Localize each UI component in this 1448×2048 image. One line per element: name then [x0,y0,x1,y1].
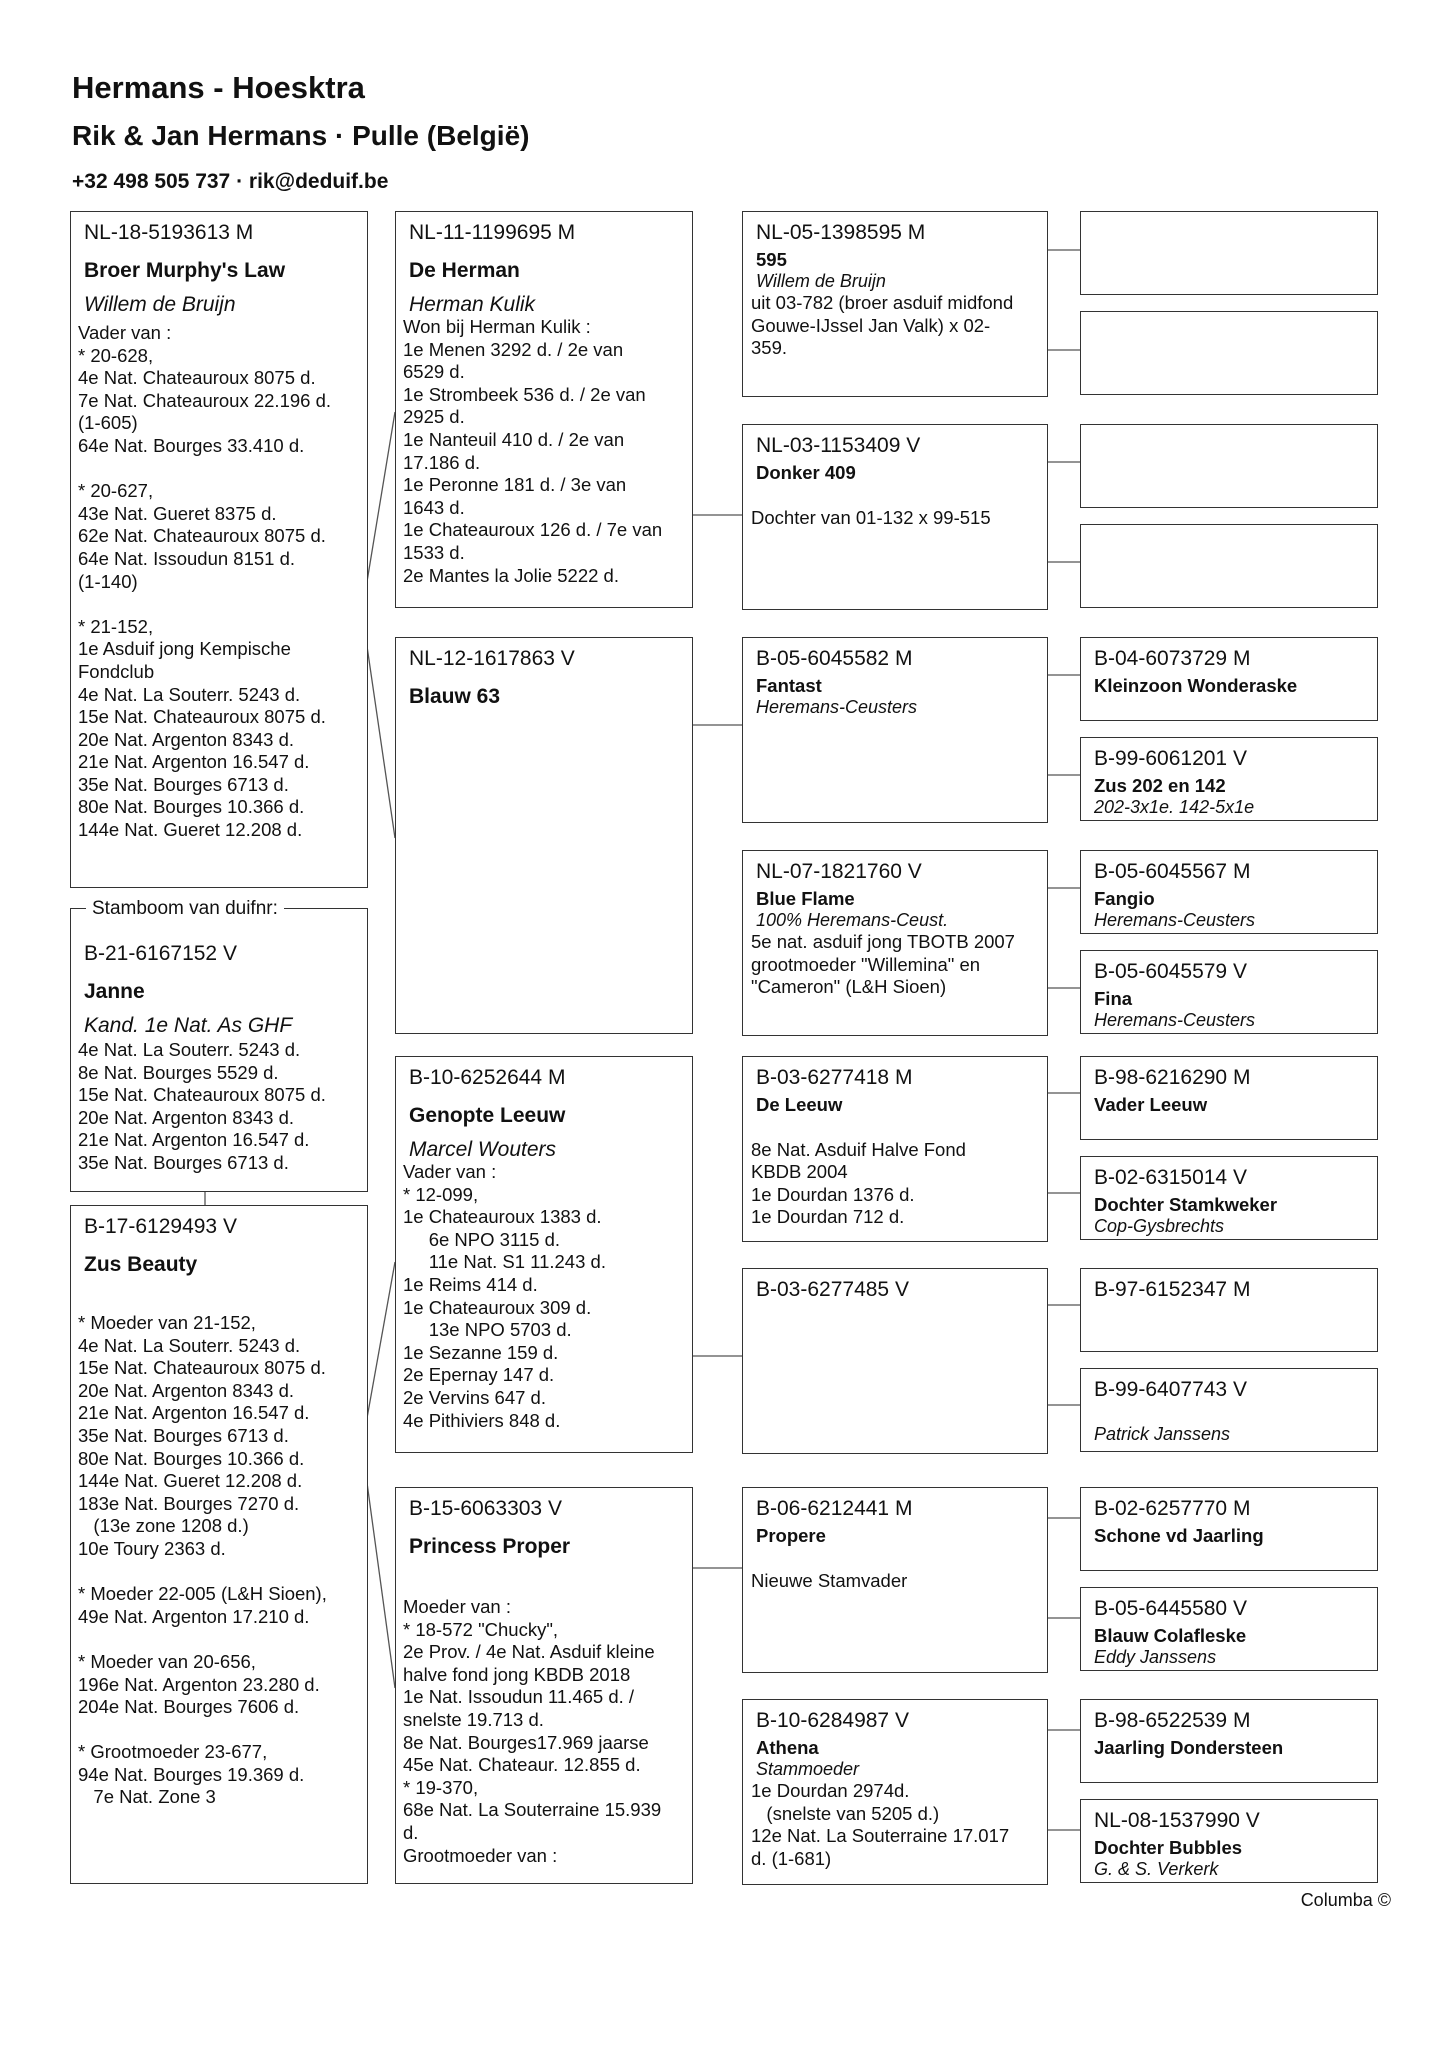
ring-number: B-05-6045567 M [1094,860,1251,883]
grandparent-box-3[interactable] [742,637,1048,823]
ring-number: NL-18-5193613 M [84,221,254,244]
grandparent-box-4[interactable] [742,850,1048,1036]
page-title: Hermans - Hoesktra [72,70,365,105]
great-grandparent-box-1[interactable] [1080,211,1378,295]
ring-number: B-06-6212441 M [756,1497,913,1520]
pigeon-name: Blauw 63 [409,685,501,708]
performance-text: Vader van : * 20-628, 4e Nat. Chateauroux 8075 d. 7e Nat. Chateauroux 22.196 d. (1-605) 64e Nat. Bourges 33.410 d. * 20-627, 43e Nat. Gueret 8375 d. 62e Nat. Chateauroux 8075 d. 64e Nat. Issoudun 8151 d. (1-140) * 21-152, 1e Asduif jong Kempische Fondclub 4e Nat. La Souterr. 5243 d. 15e Nat. Chateauroux 8075 d. 20e Nat. Argenton 8343 d. 21e Nat. Argenton 16.547 d. 35e Nat. Bourges 6713 d. 80e Nat. Bourges 10.366 d. 144e Nat. Gueret 12.208 d. [78,322,332,841]
ring-number: B-03-6277485 V [756,1278,909,1301]
breeder-name: Eddy Janssens [1094,1647,1217,1667]
great-grandparent-box-7[interactable] [1080,850,1378,934]
grandparent-box-5[interactable] [742,1056,1048,1242]
grandparent-box-8[interactable] [742,1699,1048,1885]
breeder-name: Patrick Janssens [1094,1424,1231,1444]
pigeon-name: Jaarling Dondersteen [1094,1737,1284,1758]
ring-number: B-15-6063303 V [409,1497,562,1520]
pigeon-name: Blue Flame [756,888,855,909]
pigeon-name: Blauw Colafleske [1094,1625,1247,1646]
stamboom-pigeon-box[interactable] [70,908,368,1192]
great-grandparent-box-2[interactable] [1080,311,1378,395]
pigeon-name: Vader Leeuw [1094,1094,1208,1115]
pigeon-name: Fantast [756,675,822,696]
great-grandparent-box-4[interactable] [1080,524,1378,608]
pigeon-subtitle: Kand. 1e Nat. As GHF [84,1014,293,1037]
breeder-name: G. & S. Verkerk [1094,1859,1219,1879]
pigeon-name: 595 [756,249,787,270]
pigeon-name: Kleinzoon Wonderaske [1094,675,1298,696]
great-grandparent-box-8[interactable] [1080,950,1378,1034]
ring-number: B-97-6152347 M [1094,1278,1251,1301]
pigeon-name: Schone vd Jaarling [1094,1525,1264,1546]
performance-text: 5e nat. asduif jong TBOTB 2007 grootmoeder "Willemina" en "Cameron" (L&H Sioen) [751,931,1015,998]
ring-number: NL-05-1398595 M [756,221,926,244]
breeder-name: Cop-Gysbrechts [1094,1216,1225,1236]
sibling-dam-box[interactable] [395,1487,693,1884]
ring-number: B-17-6129493 V [84,1215,237,1238]
ring-number: B-05-6045582 M [756,647,913,670]
ring-number: B-10-6284987 V [756,1709,909,1732]
great-grandparent-box-5[interactable] [1080,637,1378,721]
great-grandparent-box-15[interactable] [1080,1699,1378,1783]
great-grandparent-box-12[interactable] [1080,1368,1378,1452]
ring-number: B-04-6073729 M [1094,647,1251,670]
performance-text: uit 03-782 (broer asduif midfond Gouwe-IJssel Jan Valk) x 02- 359. [751,292,1014,359]
breeder-name: Herman Kulik [409,293,536,316]
pigeon-subtitle: Stammoeder [756,1759,860,1779]
pigeon-name: Dochter Stamkweker [1094,1194,1278,1215]
pigeon-name: Princess Proper [409,1535,571,1558]
performance-text: 1e Dourdan 2974d. (snelste van 5205 d.) 12e Nat. La Souterraine 17.017 d. (1-681) [751,1780,1010,1869]
ring-number: B-98-6216290 M [1094,1066,1251,1089]
pigeon-name: Janne [84,980,145,1003]
breeder-name: Willem de Bruijn [84,293,236,316]
stamboom-label: Stamboom van duifnr: [86,898,284,920]
breeder-name: Heremans-Ceusters [756,697,918,717]
great-grandparent-box-3[interactable] [1080,424,1378,508]
pigeon-name: De Herman [409,259,520,282]
performance-text: 4e Nat. La Souterr. 5243 d. 8e Nat. Bourges 5529 d. 15e Nat. Chateauroux 8075 d. 20e Nat. Argenton 8343 d. 21e Nat. Argenton 16.547 d. 35e Nat. Bourges 6713 d. [78,1039,326,1173]
great-grandparent-box-13[interactable] [1080,1487,1378,1571]
sibling-sire-box[interactable] [395,1056,693,1453]
sibling-pigeon-box[interactable] [70,1205,368,1884]
great-grandparent-box-9[interactable] [1080,1056,1378,1140]
ring-number: NL-11-1199695 M [409,221,576,244]
pigeon-name: Broer Murphy's Law [84,259,286,282]
ring-number: B-99-6061201 V [1094,747,1247,770]
grandparent-box-1[interactable] [742,211,1048,397]
breeder-name: Marcel Wouters [409,1138,557,1161]
breeder-name: Heremans-Ceusters [1094,910,1256,930]
grandparent-box-7[interactable] [742,1487,1048,1673]
great-grandparent-box-16[interactable] [1080,1799,1378,1883]
ring-number: NL-12-1617863 V [409,647,575,670]
ring-number: NL-03-1153409 V [756,434,921,457]
ring-number: B-02-6315014 V [1094,1166,1247,1189]
breeder-name: 100% Heremans-Ceust. [756,910,949,930]
great-grandparent-box-10[interactable] [1080,1156,1378,1240]
pigeon-name: Fina [1094,988,1133,1009]
great-grandparent-box-14[interactable] [1080,1587,1378,1671]
performance-text: Vader van : * 12-099, 1e Chateauroux 1383 d. 6e NPO 3115 d. 11e Nat. S1 11.243 d. 1e Reims 414 d. 1e Chateauroux 309 d. 13e NPO 5703 d. 1e Sezanne 159 d. 2e Epernay 147 d. 2e Vervins 647 d. 4e Pithiviers 848 d. [403,1161,606,1431]
ring-number: B-99-6407743 V [1094,1378,1247,1401]
pigeon-name: Athena [756,1737,819,1758]
ring-number: B-03-6277418 M [756,1066,913,1089]
ring-number: NL-07-1821760 V [756,860,922,883]
performance-text: Won bij Herman Kulik : 1e Menen 3292 d. / 2e van 6529 d. 1e Strombeek 536 d. / 2e van 2925 d. 1e Nanteuil 410 d. / 2e van 17.186 d. 1e Peronne 181 d. / 3e van 1643 d. 1e Chateauroux 126 d. / 7e van 1533 d. 2e Mantes la Jolie 5222 d. [403,316,663,586]
page-subtitle: Rik & Jan Hermans · Pulle (België) [72,120,530,151]
ring-number: B-21-6167152 V [84,942,237,965]
breeder-name: Heremans-Ceusters [1094,1010,1256,1030]
pigeon-name: Dochter Bubbles [1094,1837,1243,1858]
dam-box[interactable] [395,637,693,1034]
grandparent-box-6[interactable] [742,1268,1048,1454]
subject-pigeon-box[interactable] [70,211,368,888]
sire-box[interactable] [395,211,693,608]
performance-text: * Moeder van 21-152, 4e Nat. La Souterr. 5243 d. 15e Nat. Chateauroux 8075 d. 20e Nat. Argenton 8343 d. 21e Nat. Argenton 16.547 d. 35e Nat. Bourges 6713 d. 80e Nat. Bourges 10.366 d. 144e Nat. Gueret 12.208 d. 183e Nat. Bourges 7270 d. (13e zone 1208 d.) 10e Toury 2363 d. * Moeder 22-005 (L&H Sioen), 49e Nat. Argenton 17.210 d. * Moeder van 20-656, 196e Nat. Argenton 23.280 d. 204e Nat. Bourges 7606 d. * Grootmoeder 23-677, 94e Nat. Bourges 19.369 d. 7e Nat. Zone 3 [78,1312,327,1808]
great-grandparent-box-6[interactable] [1080,737,1378,821]
ring-number: B-98-6522539 M [1094,1709,1251,1732]
pigeon-name: Zus Beauty [84,1253,198,1276]
pigeon-name: Donker 409 [756,462,856,483]
performance-text: Nieuwe Stamvader [751,1569,908,1591]
pigeon-subtitle: 202-3x1e. 142-5x1e [1094,797,1255,817]
pigeon-name: Zus 202 en 142 [1094,775,1226,796]
breeder-name: Willem de Bruijn [756,271,886,291]
grandparent-box-2[interactable] [742,424,1048,610]
ring-number: B-05-6445580 V [1094,1597,1247,1620]
pigeon-name: Fangio [1094,888,1155,909]
contact-line: +32 498 505 737 · rik@deduif.be [72,170,389,193]
ring-number: B-10-6252644 M [409,1066,566,1089]
great-grandparent-box-11[interactable] [1080,1268,1378,1352]
performance-text: Moeder van : * 18-572 "Chucky", 2e Prov. / 4e Nat. Asduif kleine halve fond jong KBDB 2018 1e Nat. Issoudun 11.465 d. / snelste 19.713 d. 8e Nat. Bourges17.969 jaarse 45e Nat. Chateaur. 12.855 d. * 19-370, 68e Nat. La Souterraine 15.939 d. Grootmoeder van : [403,1596,662,1866]
pigeon-name: De Leeuw [756,1094,843,1115]
ring-number: NL-08-1537990 V [1094,1809,1260,1832]
ring-number: B-02-6257770 M [1094,1497,1251,1520]
ring-number: B-05-6045579 V [1094,960,1247,983]
performance-text: Dochter van 01-132 x 99-515 [751,506,991,528]
copyright-footer: Columba © [1300,1890,1391,1910]
pigeon-name: Propere [756,1525,826,1546]
performance-text: 8e Nat. Asduif Halve Fond KBDB 2004 1e Dourdan 1376 d. 1e Dourdan 712 d. [751,1138,966,1228]
pigeon-name: Genopte Leeuw [409,1104,566,1127]
